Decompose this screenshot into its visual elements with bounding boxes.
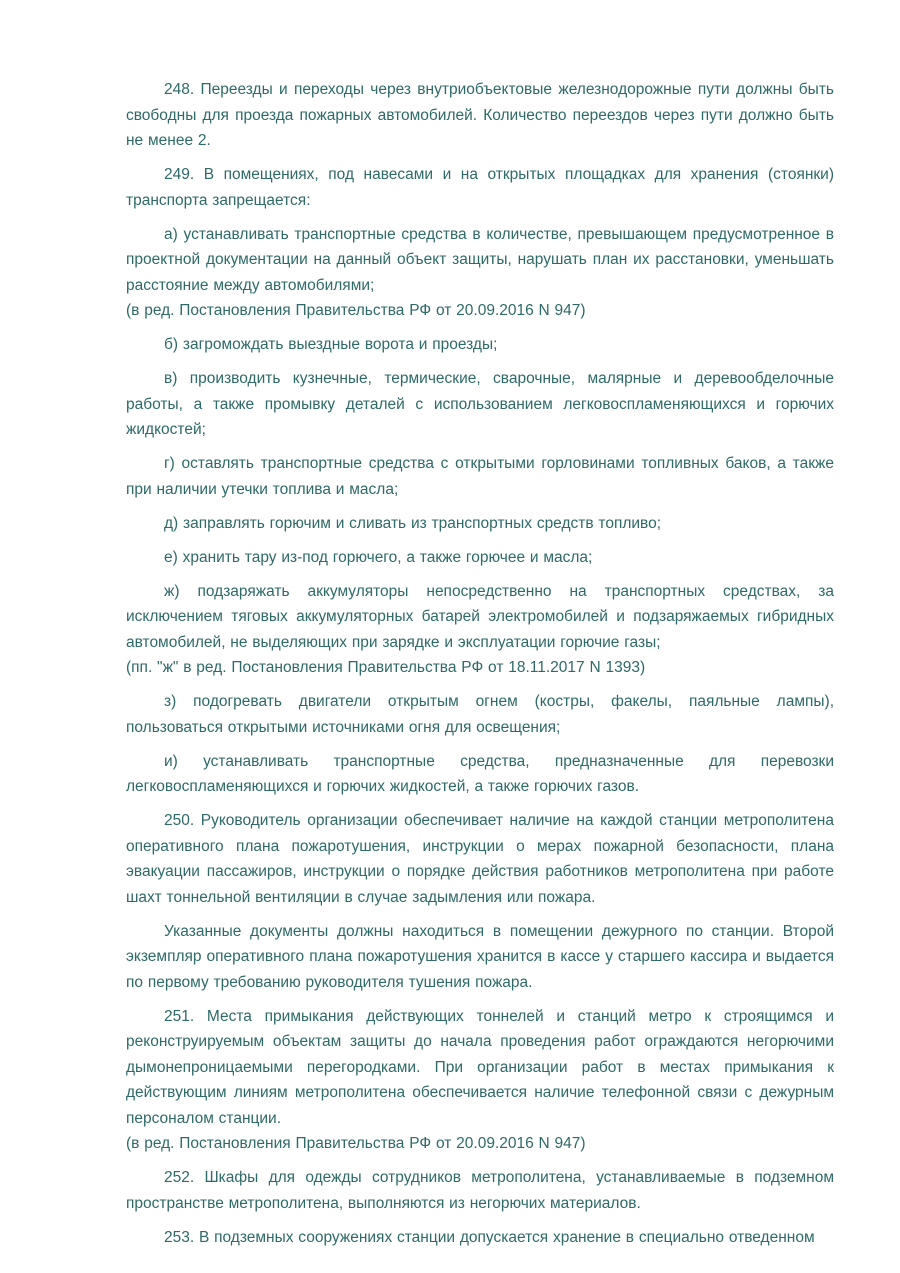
document-body (126, 77, 834, 1250)
document-paragraph: б) загромождать выездные ворота и проезды; (164, 336, 498, 353)
document-paragraph: г) оставлять транспортные средства с открытыми горловинами топливных баков, а также при наличии утечки топлива и масла; (126, 455, 834, 498)
document-paragraph: д) заправлять горючим и сливать из транспортных средств топливо; (164, 514, 662, 532)
amendment-note: (в ред. Постановления Правительства РФ от 20.09.2016 N 947) (126, 1135, 586, 1152)
document-paragraph: 251. Места примыкания действующих тоннелей и станций метро к строящимся и реконструируемым объектам защиты до начала проведения работ ограждаются негорючими дымонепроницаемыми перегородками. При организации работ в местах примыкания к действующим линиям метрополитена обеспечивается наличие телефонной связи с дежурным персоналом станции. (126, 1007, 834, 1127)
amendment-note: (пп. "ж" в ред. Постановления Правительства РФ от 18.11.2017 N 1393) (126, 659, 646, 676)
amendment-note: (в ред. Постановления Правительства РФ от 20.09.2016 N 947) (126, 302, 586, 319)
document-paragraph: е) хранить тару из-под горючего, а также горючее и масла; (164, 548, 593, 566)
document-paragraph: ж) подзаряжать аккумуляторы непосредственно на транспортных средствах, за исключением тяговых аккумуляторных батарей электромобилей и подзаряжаемых гибридных автомобилей, не выделяющих при зарядке и эксплуатации горючие газы; (126, 582, 834, 651)
document-paragraph: 253. В подземных сооружениях станции допускается хранение в специально отведенном (164, 1228, 815, 1246)
document-paragraph: з) подогревать двигатели открытым огнем (костры, факелы, паяльные лампы), пользоваться открытыми источниками огня для освещения; (126, 693, 834, 736)
document-paragraph: и) устанавливать транспортные средства, предназначенные для перевозки легковоспламеняющихся и горючих жидкостей, а также горючих газов. (126, 752, 834, 795)
document-paragraph: 248. Переезды и переходы через внутриобъектовые железнодорожные пути должны быть свободны для проезда пожарных автомобилей. Количество переездов через пути должно быть не менее 2. (126, 81, 834, 149)
document-paragraph: 250. Руководитель организации обеспечивает наличие на каждой станции метрополитена оперативного плана пожаротушения, инструкции о мерах пожарной безопасности, плана эвакуации пассажиров, инструкции о порядке действия работников метрополитена при работе шахт тоннельной вентиляции в случае задымления или пожара. (126, 812, 834, 906)
document-paragraph: 249. В помещениях, под навесами и на открытых площадках для хранения (стоянки) транспорта запрещается: (126, 166, 834, 209)
document-paragraph: в) производить кузнечные, термические, сварочные, малярные и деревообделочные работы, а также промывку деталей с использованием легковоспламеняющихся и горючих жидкостей; (126, 370, 834, 438)
document-paragraph: а) устанавливать транспортные средства в количестве, превышающем предусмотренное в проектной документации на данный объект защиты, нарушать план их расстановки, уменьшать расстояние между автомобилями; (126, 225, 834, 294)
document-paragraph: 252. Шкафы для одежды сотрудников метрополитена, устанавливаемые в подземном пространстве метрополитена, выполняются из негорючих материалов. (126, 1169, 834, 1212)
document-paragraph: Указанные документы должны находиться в помещении дежурного по станции. Второй экземпляр оперативного плана пожаротушения хранится в кассе у старшего кассира и выдается по первому требованию руководителя тушения пожара. (126, 922, 834, 991)
